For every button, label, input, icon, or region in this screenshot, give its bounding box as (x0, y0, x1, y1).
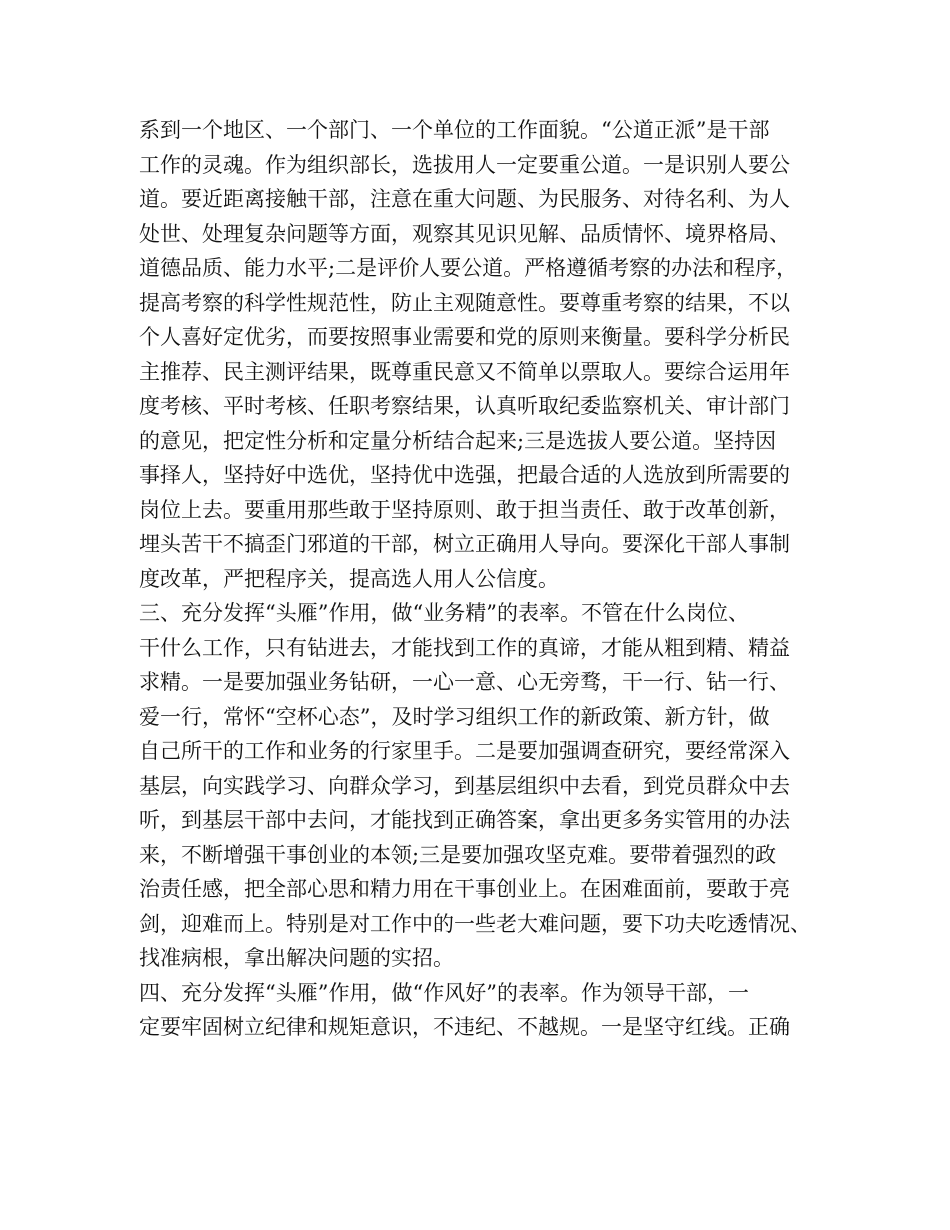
text-line: 系到一个地区、一个部门、一个单位的工作面貌。“公道正派”是干部 (139, 118, 770, 142)
section-heading-line: 四、充分发挥“头雁”作用，做“作风好”的表率。作为领导干部，一 (139, 980, 749, 1005)
text-line: 定要牢固树立纪律和规矩意识，不违纪、不越规。一是坚守红线。正确 (139, 1015, 790, 1039)
text-line: 个人喜好定优劣，而要按照事业需要和党的原则来衡量。要科学分析民 (139, 325, 790, 349)
text-line: 干什么工作，只有钻进去，才能找到工作的真谛，才能从粗到精、精益 (139, 635, 790, 660)
text-line: 工作的灵魂。作为组织部长，选拔用人一定要重公道。一是识别人要公 (139, 152, 790, 177)
text-line: 处世、处理复杂问题等方面，观察其见识见解、品质情怀、境界格局、 (139, 221, 790, 246)
text-line: 来，不断增强干事创业的本领;三是要加强攻坚克难。要带着强烈的政 (139, 842, 777, 867)
text-line: 提高考察的科学性规范性，防止主观随意性。要尊重考察的结果，不以 (139, 290, 790, 315)
text-line: 找准病根，拿出解决问题的实招。 (139, 946, 454, 970)
text-line: 岗位上去。要重用那些敢于坚持原则、敢于担当责任、敢于改革创新， (139, 497, 790, 522)
text-line: 度考核、平时考核、任职考察结果，认真听取纪委监察机关、审计部门 (139, 394, 790, 418)
text-line: 道德品质、能力水平;二是评价人要公道。严格遵循考察的办法和程序， (139, 256, 798, 280)
text-line: 自己所干的工作和业务的行家里手。二是要加强调查研究，要经常深入 (139, 739, 790, 763)
text-line: 剑，迎难而上。特别是对工作中的一些老大难问题，要下功夫吃透情况、 (139, 911, 811, 936)
text-line: 基层，向实践学习、向群众学习，到基层组织中去看，到党员群众中去 (139, 773, 790, 798)
text-line: 主推荐、民主测评结果，既尊重民意又不简单以票取人。要综合运用年 (139, 359, 790, 384)
section-heading-line: 三、充分发挥“头雁”作用，做“业务精”的表率。不管在什么岗位、 (139, 601, 749, 625)
text-line: 听，到基层干部中去问，才能找到正确答案，拿出更多务实管用的办法 (139, 808, 790, 832)
body-text (139, 113, 829, 1045)
text-line: 治责任感，把全部心思和精力用在干事创业上。在困难面前，要敢于亮 (139, 877, 790, 901)
text-line: 求精。一是要加强业务钻研，一心一意、心无旁骛，干一行、钻一行、 (139, 670, 790, 694)
text-line: 爱一行，常怀“空杯心态”，及时学习组织工作的新政策、新方针，做 (139, 704, 770, 729)
text-line: 埋头苦干不搞歪门邪道的干部，树立正确用人导向。要深化干部人事制 (139, 532, 790, 556)
text-line: 事择人，坚持好中选优，坚持优中选强，把最合适的人选放到所需要的 (139, 463, 790, 487)
text-line: 的意见，把定性分析和定量分析结合起来;三是选拔人要公道。坚持因 (139, 428, 777, 453)
text-line: 道。要近距离接触干部，注意在重大问题、为民服务、对待名利、为人 (139, 187, 790, 211)
text-line: 度改革，严把程序关，提高选人用人公信度。 (139, 566, 559, 591)
